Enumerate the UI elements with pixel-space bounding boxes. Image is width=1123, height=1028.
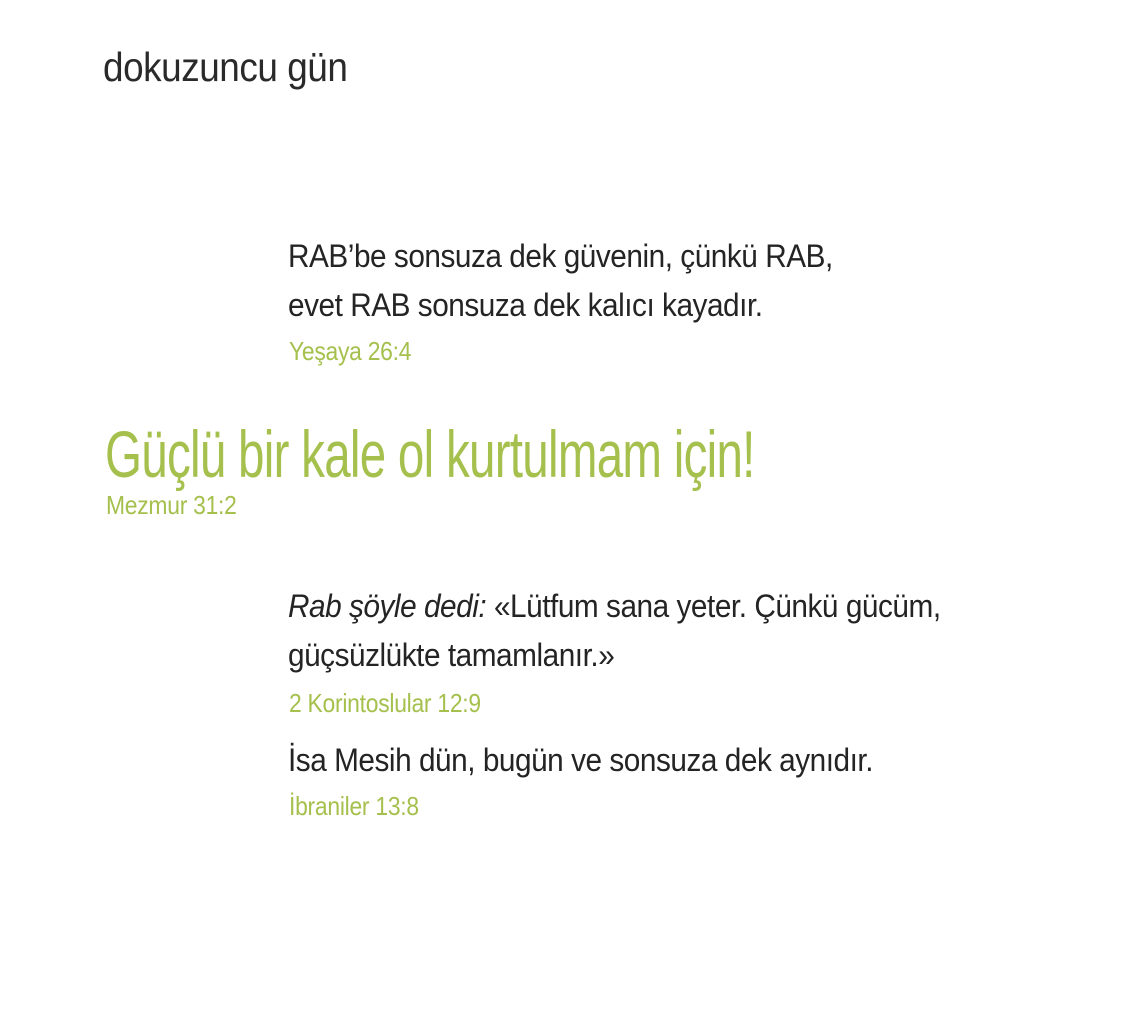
headline-reference-mezmur: Mezmur 31:2 [106, 490, 237, 520]
main-headline: Güçlü bir kale ol kurtulmam için! [105, 417, 755, 491]
quote-line: RAB’be sonsuza dek güvenin, çünkü RAB, [288, 238, 833, 274]
quote-line [288, 582, 941, 631]
day-header: dokuzuncu gün [103, 44, 348, 90]
quote-lead-italic: Rab şöyle dedi: [288, 588, 494, 624]
quote-line: evet RAB sonsuza dek kalıcı kayadır. [288, 287, 763, 323]
quote-line: güçsüzlükte tamamlanır.» [288, 637, 615, 673]
verse-quote-2 [288, 582, 941, 680]
quote-line-rest: «Lütfum sana yeter. Çünkü gücüm, [493, 588, 941, 624]
verse-reference-korintoslular: 2 Korintoslular 12:9 [289, 688, 481, 718]
verse-reference-ibraniler: İbraniler 13:8 [289, 791, 419, 821]
quote-line: İsa Mesih dün, bugün ve sonsuza dek aynıdır. [288, 742, 874, 778]
verse-quote-1 [288, 232, 833, 330]
verse-quote-3 [288, 736, 873, 785]
verse-reference-yesaya: Yeşaya 26:4 [289, 336, 412, 366]
